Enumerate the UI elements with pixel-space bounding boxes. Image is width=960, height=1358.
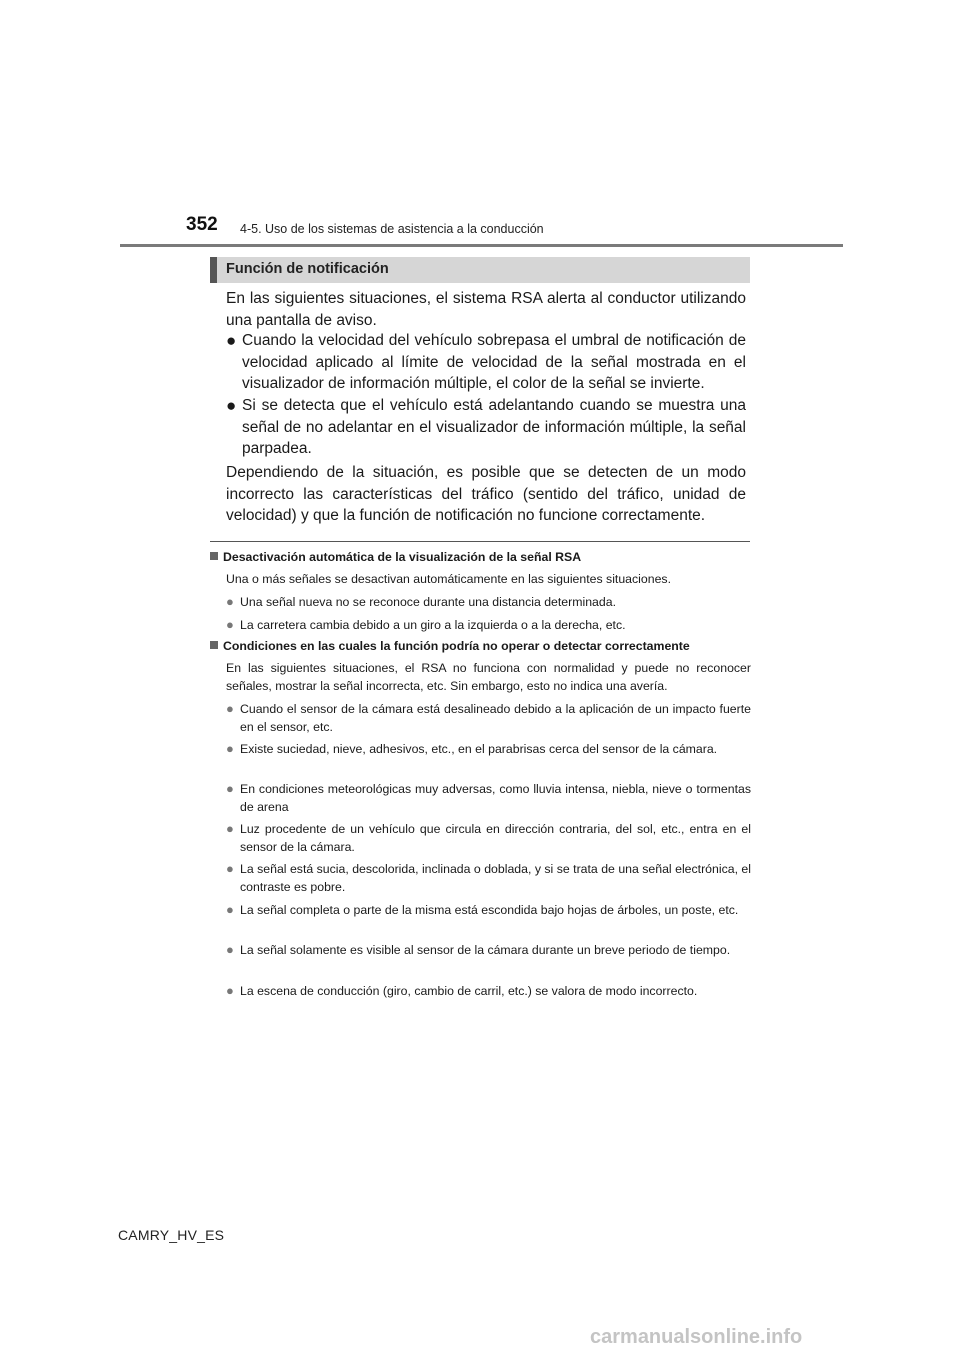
note-text: Una o más señales se desactivan automáticamente en las siguientes situaciones. — [226, 572, 671, 586]
bullet-dot-icon: ● — [226, 821, 234, 836]
bullet-dot-icon: ● — [226, 781, 234, 796]
note-bullet — [226, 780, 751, 816]
section-title-accent — [210, 257, 217, 283]
note-bullet-text: Existe suciedad, nieve, adhesivos, etc., en el parabrisas cerca del sensor de la cámara. — [240, 742, 718, 756]
bullet-dot-icon: ● — [226, 617, 234, 632]
note-heading-text: Condiciones en las cuales la función podría no operar o detectar correctamente — [223, 639, 690, 653]
note-bullet-text: Cuando el sensor de la cámara está desalineado debido a la aplicación de un impacto fuerte en el sensor, etc. — [240, 702, 751, 734]
section-closing: Dependiendo de la situación, es posible que se detecten de un modo incorrecto las características del tráfico (sentido del tráfico, unidad de velocidad) y que la función de notificación no funcione correctamente. — [226, 464, 746, 524]
note-bullet — [226, 616, 751, 634]
section-bullet-text: Si se detecta que el vehículo está adelantando cuando se muestra una señal de no adelantar en el visualizador de información múltiple, la señal parpadea. — [242, 397, 746, 457]
note-bullet — [226, 901, 751, 919]
note-bullet — [226, 941, 751, 959]
bullet-dot-icon: ● — [226, 942, 234, 957]
page-number: 352 — [186, 214, 218, 235]
bullet-dot-icon: ● — [226, 861, 234, 876]
bullet-dot-icon: ● — [226, 396, 237, 415]
note-bullet-text: Una señal nueva no se reconoce durante una distancia determinada. — [240, 595, 616, 609]
note-bullet-text: En condiciones meteorológicas muy adversas, como lluvia intensa, niebla, nieve o tormentas de arena — [240, 782, 751, 814]
note-bullet-text: La señal solamente es visible al sensor de la cámara durante un breve periodo de tiempo. — [240, 943, 731, 957]
note-bullet — [226, 860, 751, 896]
note-bullet — [226, 593, 751, 611]
note-heading — [210, 550, 750, 564]
note-text: En las siguientes situaciones, el RSA no funciona con normalidad y puede no reconocer señales, mostrar la señal incorrecta, etc. Sin embargo, esto no indica una avería. — [226, 661, 751, 693]
bullet-dot-icon: ● — [226, 983, 234, 998]
bullet-dot-icon: ● — [226, 741, 234, 756]
note-bullet — [226, 820, 751, 856]
bullet-dot-icon: ● — [226, 594, 234, 609]
note-bullet-text: La señal completa o parte de la misma está escondida bajo hojas de árboles, un poste, etc. — [240, 903, 739, 917]
note-bullet-text: La escena de conducción (giro, cambio de carril, etc.) se valora de modo incorrecto. — [240, 984, 698, 998]
bullet-dot-icon: ● — [226, 701, 234, 716]
section-title-bar — [210, 257, 750, 283]
note-bullet — [226, 700, 751, 736]
section-divider — [210, 541, 750, 542]
section-intro: En las siguientes situaciones, el sistema RSA alerta al conductor utilizando una pantalla de aviso. — [226, 290, 746, 329]
square-bullet-icon — [210, 641, 218, 649]
watermark: carmanualsonline.info — [590, 1326, 803, 1348]
bullet-dot-icon: ● — [226, 331, 237, 350]
section-bullet — [226, 395, 746, 460]
note-bullet-text: Luz procedente de un vehículo que circula en dirección contraria, del sol, etc., entra en el sensor de la cámara. — [240, 822, 751, 854]
note-bullet-text: La señal está sucia, descolorida, inclinada o doblada, y si se trata de una señal electrónica, el contraste es pobre. — [240, 862, 751, 894]
header-rule — [120, 244, 843, 247]
section-title: Función de notificación — [226, 261, 389, 277]
section-bullet — [226, 330, 746, 395]
note-bullet-text: La carretera cambia debido a un giro a la izquierda o a la derecha, etc. — [240, 618, 626, 632]
note-heading-text: Desactivación automática de la visualización de la señal RSA — [223, 550, 582, 564]
note-bullet — [226, 740, 751, 758]
section-bullet-text: Cuando la velocidad del vehículo sobrepasa el umbral de notificación de velocidad aplicado al límite de velocidad de la señal mostrada en el visualizador de información múltiple, el color de la señal se invierte. — [242, 332, 746, 392]
note-bullet — [226, 982, 751, 1000]
bullet-dot-icon: ● — [226, 902, 234, 917]
square-bullet-icon — [210, 552, 218, 560]
running-head: 4-5. Uso de los sistemas de asistencia a la conducción — [240, 222, 544, 236]
footer-code: CAMRY_HV_ES — [118, 1227, 225, 1243]
note-heading — [210, 639, 750, 653]
